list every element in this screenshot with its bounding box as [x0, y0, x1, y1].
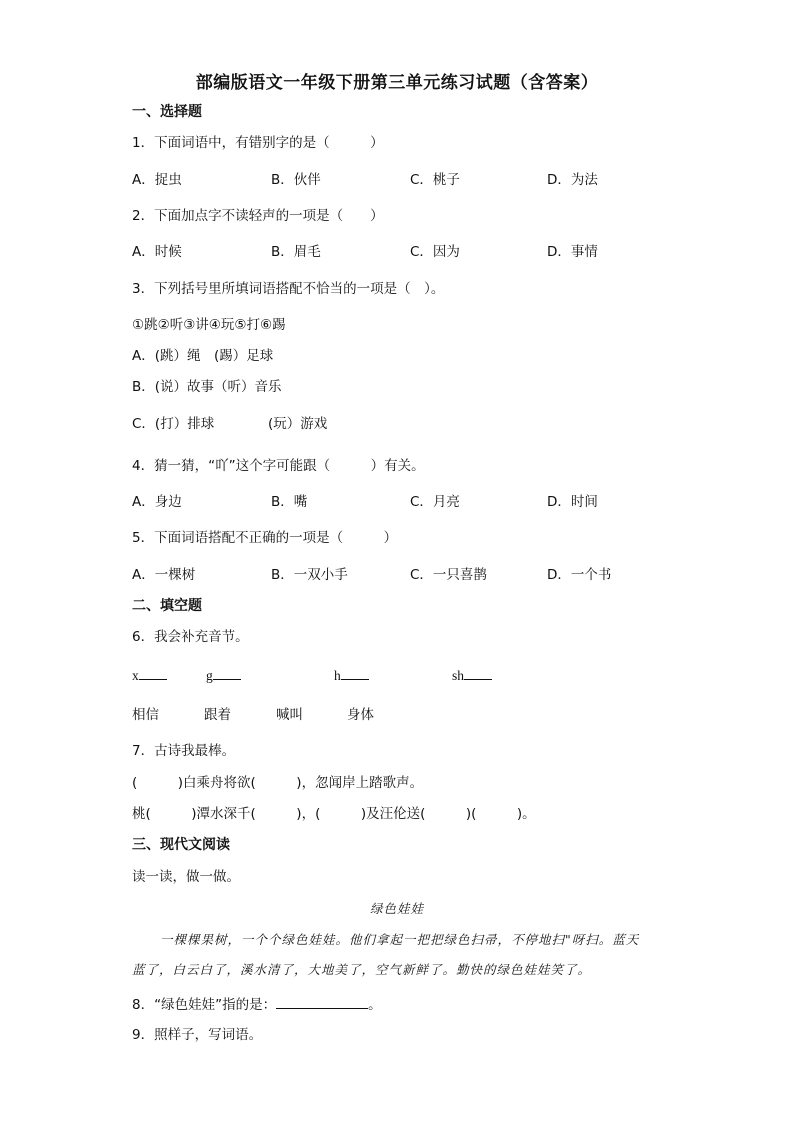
question-6-word-2: 跟着: [204, 707, 231, 723]
passage-paragraph-line-2: 蓝了，白云白了，溪水清了，大地美了，空气新鲜了。勤快的绿色娃娃笑了。: [132, 962, 592, 977]
syllable-initial: h: [334, 668, 341, 683]
question-6-stem: 6．我会补充音节。: [132, 629, 249, 645]
question-3-option-c-second: (玩）游戏: [268, 416, 328, 432]
answer-blank[interactable]: [276, 994, 368, 1009]
question-4-option-d: D．时间: [547, 494, 598, 510]
syllable-blank-2: [206, 665, 241, 685]
question-9-stem: 9．照样子，写词语。: [132, 1027, 263, 1043]
question-8: [132, 994, 382, 1014]
question-5-option-a: A．一棵树: [132, 567, 196, 583]
question-8-stem: 8．“绿色娃娃”指的是：: [132, 997, 277, 1013]
question-1-option-d: D．为法: [547, 172, 598, 188]
poem-line-1: ( )白乘舟将欲( )，忽闻岸上踏歌声。: [132, 775, 424, 791]
section-heading-choice: 一、选择题: [132, 104, 202, 120]
question-3-option-a: A．(跳）绳 (踢）足球: [132, 348, 274, 364]
question-2-option-b: B．眉毛: [271, 244, 321, 260]
question-3-stem: 3．下列括号里所填词语搭配不恰当的一项是（ ）。: [132, 281, 445, 297]
question-1-option-a: A．捉虫: [132, 172, 182, 188]
question-5-option-d: D．一个书: [547, 567, 612, 583]
question-3-option-b: B．(说）故事（听）音乐: [132, 379, 282, 395]
answer-blank[interactable]: [213, 665, 241, 680]
syllable-blank-1: [132, 665, 167, 685]
syllable-blank-4: [452, 665, 492, 685]
question-4-option-a: A．身边: [132, 494, 182, 510]
syllable-initial: sh: [452, 668, 465, 683]
question-2-stem: 2．下面加点字不读轻声的一项是（ ）: [132, 208, 384, 224]
question-2-option-a: A．时候: [132, 244, 182, 260]
question-2-option-c: C．因为: [410, 244, 460, 260]
answer-blank[interactable]: [341, 665, 369, 680]
question-5-option-b: B．一双小手: [271, 567, 348, 583]
question-3-word-list: ①跳②听③讲④玩⑤打⑥踢: [132, 317, 286, 333]
question-3-option-c: C．(打）排球: [132, 416, 215, 432]
question-4-stem: 4．猜一猜，“吖”这个字可能跟（ ）有关。: [132, 458, 425, 474]
question-5-option-c: C．一只喜鹊: [410, 567, 487, 583]
section-heading-fill: 二、填空题: [132, 598, 202, 614]
question-1-option-c: C．桃子: [410, 172, 460, 188]
question-8-end: 。: [368, 997, 382, 1013]
question-6-word-1: 相信: [132, 707, 159, 723]
page-title: 部编版语文一年级下册第三单元练习试题（含答案）: [195, 73, 599, 93]
syllable-initial: x: [132, 668, 139, 683]
answer-blank[interactable]: [139, 665, 167, 680]
question-1-stem: 1．下面词语中，有错别字的是（ ）: [132, 135, 384, 151]
passage-paragraph-line-1: 一棵棵果树，一个个绿色娃娃。他们拿起一把把绿色扫帚，不停地扫"呀扫。蓝天: [160, 932, 640, 947]
question-4-option-b: B．嘴: [271, 494, 308, 510]
question-2-option-d: D．事情: [547, 244, 598, 260]
question-4-option-c: C．月亮: [410, 494, 460, 510]
question-6-word-4: 身体: [347, 707, 374, 723]
question-7-stem: 7．古诗我最棒。: [132, 743, 236, 759]
question-6-word-3: 喊叫: [276, 707, 303, 723]
question-1-option-b: B．伙伴: [271, 172, 321, 188]
passage-title: 绿色娃娃: [369, 901, 424, 916]
syllable-blank-3: [334, 665, 369, 685]
reading-intro: 读一读，做一做。: [132, 869, 240, 885]
poem-line-2: 桃( )潭水深千( )，( )及汪伦送( )( )。: [132, 806, 536, 822]
section-heading-reading: 三、现代文阅读: [132, 837, 230, 853]
syllable-initial: g: [206, 668, 213, 683]
question-5-stem: 5．下面词语搭配不正确的一项是（ ）: [132, 530, 398, 546]
answer-blank[interactable]: [464, 665, 492, 680]
